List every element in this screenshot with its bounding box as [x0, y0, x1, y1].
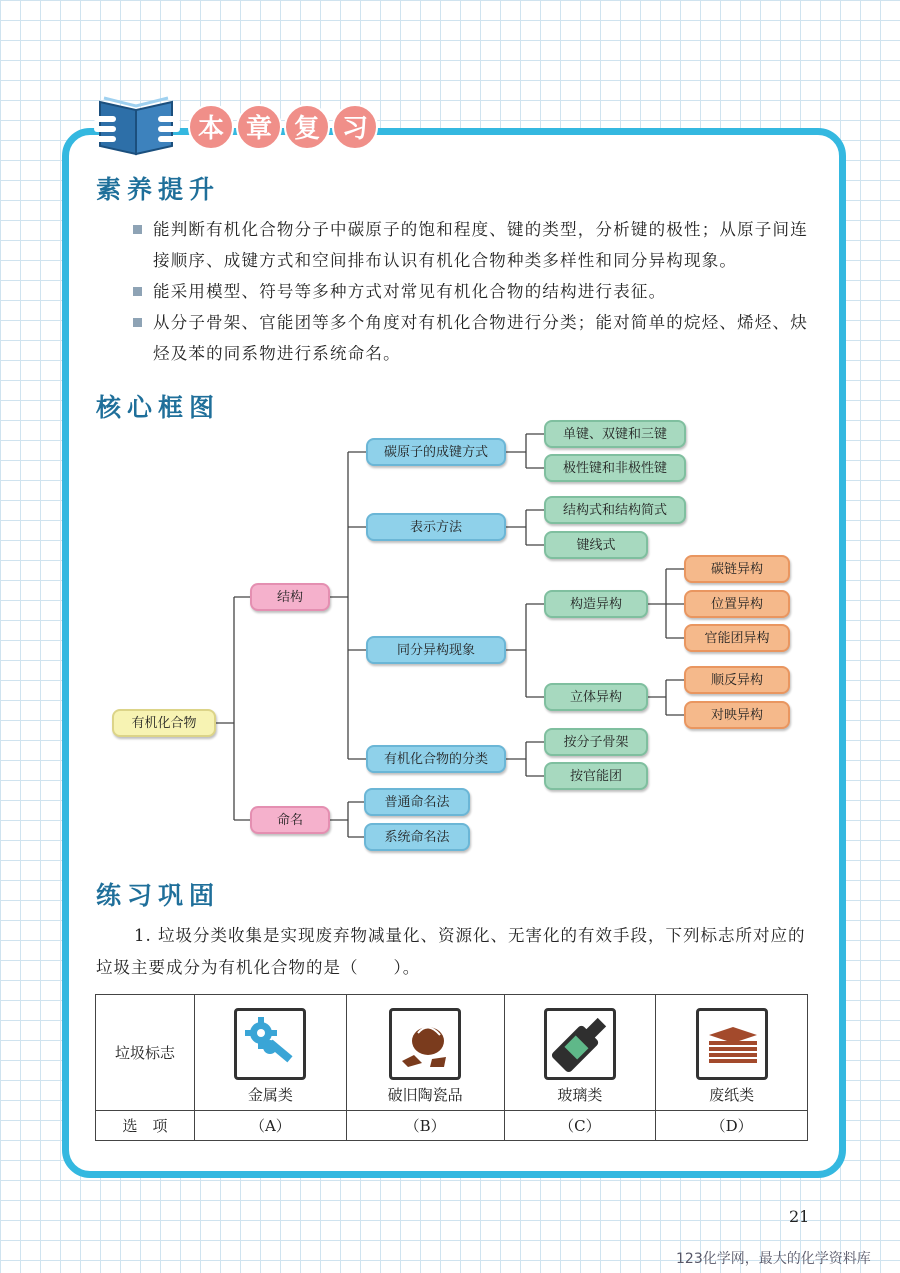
node-stereo-isomerism: 立体异构	[544, 683, 648, 711]
node-functional-group-isomerism: 官能团异构	[684, 624, 790, 652]
node-position-isomerism: 位置异构	[684, 590, 790, 618]
broken-pottery-icon	[389, 1008, 461, 1080]
node-structure: 结构	[250, 583, 330, 611]
node-systematic-naming: 系统命名法	[364, 823, 470, 851]
question-1	[96, 920, 808, 984]
option-cell-c	[504, 995, 656, 1111]
node-cis-trans-isomerism: 顺反异构	[684, 666, 790, 694]
option-label: 金属类	[247, 1086, 293, 1104]
node-constitutional-isomerism: 构造异构	[544, 590, 648, 618]
node-common-naming: 普通命名法	[364, 788, 470, 816]
page-number: 21	[789, 1207, 810, 1226]
node-structural-formula: 结构式和结构简式	[544, 496, 686, 524]
metal-gear-icon	[234, 1008, 306, 1080]
glass-bottle-icon	[544, 1008, 616, 1080]
title-char: 习	[332, 104, 378, 150]
node-bond-types: 单键、双键和三键	[544, 420, 686, 448]
node-by-skeleton: 按分子骨架	[544, 728, 648, 756]
option-label: 废纸类	[709, 1086, 755, 1104]
bullet-item: 能采用模型、符号等多种方式对常见有机化合物的结构进行表征。	[133, 276, 813, 307]
paper-stack-icon	[696, 1008, 768, 1080]
option-label: 破旧陶瓷品	[387, 1086, 463, 1104]
node-enantiomerism: 对映异构	[684, 701, 790, 729]
option-cell-b	[346, 995, 504, 1111]
node-by-functional-group: 按官能团	[544, 762, 648, 790]
section-heading-literacy: 素养提升	[96, 175, 221, 204]
node-isomerism: 同分异构现象	[366, 636, 506, 664]
section-heading-practice: 练习巩固	[96, 881, 221, 910]
option-choice-d: （D）	[656, 1111, 808, 1141]
option-choice-c: （C）	[504, 1111, 656, 1141]
section-heading-framework: 核心框图	[96, 393, 221, 422]
option-label: 玻璃类	[557, 1086, 603, 1104]
node-organic-compound: 有机化合物	[112, 709, 216, 737]
option-cell-a	[195, 995, 347, 1111]
title-char: 章	[236, 104, 282, 150]
node-chain-isomerism: 碳链异构	[684, 555, 790, 583]
node-naming: 命名	[250, 806, 330, 834]
node-classification: 有机化合物的分类	[366, 745, 506, 773]
question-text: 1. 垃圾分类收集是实现废弃物减量化、资源化、无害化的有效手段，下列标志所对应的垃圾主要成分为有机化合物的是（ ）。	[96, 926, 806, 977]
node-bonding: 碳原子的成键方式	[366, 438, 506, 466]
option-choice-b: （B）	[346, 1111, 504, 1141]
node-bond-polarity: 极性键和非极性键	[544, 454, 686, 482]
title-char: 复	[284, 104, 330, 150]
node-line-formula: 键线式	[544, 531, 648, 559]
option-cell-d	[656, 995, 808, 1111]
row-header-signs: 垃圾标志	[96, 995, 195, 1111]
option-choice-a: （A）	[195, 1111, 347, 1141]
watermark: 123化学网，最大的化学资料库	[676, 1251, 871, 1267]
bullet-item: 从分子骨架、官能团等多个角度对有机化合物进行分类；能对简单的烷烃、烯烃、炔烃及苯的同系物进行系统命名。	[133, 307, 813, 369]
node-representation: 表示方法	[366, 513, 506, 541]
row-header-options: 选 项	[96, 1111, 195, 1141]
bullet-item: 能判断有机化合物分子中碳原子的饱和程度、键的类型，分析键的极性；从原子间连接顺序、成键方式和空间排布认识有机化合物种类多样性和同分异构现象。	[133, 214, 813, 276]
title-char: 本	[188, 104, 234, 150]
options-table	[95, 994, 808, 1141]
